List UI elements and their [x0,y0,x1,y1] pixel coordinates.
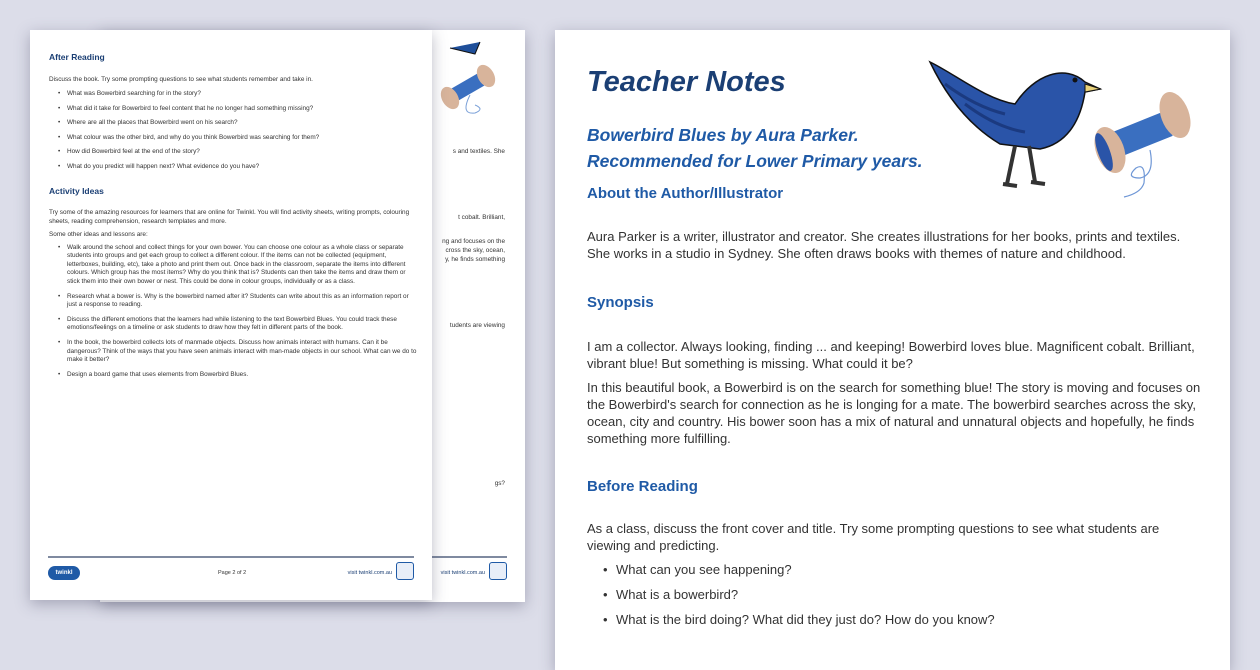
list-item: • What can you see happening? [603,561,995,578]
subtitle-recommendation: Recommended for Lower Primary years. [587,151,923,171]
fragment: cross the sky, ocean, [445,247,505,254]
twinkl-logo: twinkl [48,566,80,580]
after-reading-intro: Discuss the book. Try some prompting questions to see what students remember and take in. [49,76,313,83]
list-item: • What is a bowerbird? [603,586,995,603]
list-item: • Discuss the different emotions that the learners had while listening to the text Bowerbird Blues. You could track these emotions/feelings on a timeline or ask students to draw how they felt in different parts of the book. [67,316,419,333]
quality-badge-icon [396,562,414,580]
list-item: • Research what a bower is. Why is the bowerbird named after it? Students can write about this as an information report or just a response to reading. [67,293,419,310]
about-text: Aura Parker is a writer, illustrator and creator. She creates illustrations for her books, prints and textiles. She works in a studio in Sydney. She often draws books with themes of nature and childhood. [587,229,1181,261]
list-item: • How did Bowerbird feel at the end of the story? [67,148,419,157]
list-item: • What did it take for Bowerbird to feel content that he no longer had something missing? [67,105,419,114]
fragment: tudents are viewing [449,322,505,329]
list-item: • Design a board game that uses elements from Bowerbird Blues. [67,371,419,380]
synopsis-p1: I am a collector. Always looking, finding ... and keeping! Bowerbird loves blue. Magnificent cobalt. Brilliant, vibrant blue! But something is missing. What could it be? [587,339,1195,371]
subtitle [587,122,923,174]
list-item: • What colour was the other bird, and why do you think Bowerbird was searching for them? [67,134,419,143]
thread-spool-illustration-icon [1080,80,1210,200]
synopsis-heading: Synopsis [587,294,654,311]
page-1 [555,30,1230,670]
synopsis-p2: In this beautiful book, a Bowerbird is on the search for something blue! The story is moving and focuses on the Bowerbird's search for connection as he is longing for a mate. The bowerbird searches across the sky, ocean, city and country. His bower soon has a mix of natural and unnatural objects and hopefully, he finds something more fulfilling. [587,380,1201,446]
list-item: • Where are all the places that Bowerbird went on his search? [67,119,419,128]
page-number: Page 2 of 2 [218,570,247,576]
activity-intro-2: Some other ideas and lessons are: [49,230,148,238]
fragment: s and textiles. She [452,148,505,155]
fragment: t cobalt. Brilliant, [458,214,505,221]
visit-link[interactable]: visit twinkl.com.au [440,570,485,576]
list-item: • What do you predict will happen next? What evidence do you have? [67,163,419,172]
page-2 [30,30,432,600]
before-reading-heading: Before Reading [587,478,698,495]
before-reading-list [603,561,995,636]
after-reading-heading: After Reading [49,52,105,62]
before-reading-intro: As a class, discuss the front cover and title. Try some prompting questions to see what students are viewing and predicting. [587,521,1160,553]
list-item: • In the book, the bowerbird collects lots of manmade objects. Discuss how animals interact with humans. Can it be dangerous? Think of the ways that you have seen animals interact with man-made objects in our school. What can we do to make it better? [67,339,419,365]
about-heading: About the Author/Illustrator [587,185,784,202]
after-reading-list [67,90,419,172]
activity-intro: Try some of the amazing resources for learners that are online for Twinkl. You will find activity sheets, writing prompts, colouring sheets, reading comprehension, research templates and more. [49,208,410,225]
list-item: • What was Bowerbird searching for in the story? [67,90,419,99]
list-item: • What is the bird doing? What did they just do? How do you know? [603,611,995,628]
footer [48,556,414,576]
activity-ideas-heading: Activity Ideas [49,185,104,196]
list-item: • Walk around the school and collect things for your own bower. You can choose one colour as a whole class or separate students into groups and get each group to collect a different colour. If the items can not be collected (equipment, letterboxes, building, etc), take a photo and print them out. Once back in the classroom, separate the items into different colours. Which group has the most items? Why do you think that is? Students can then take the items and draw them or stick them into their own bower or nest. This could be done in colour groups, individually or as a class. [67,244,419,287]
fragment: y, he finds something [445,256,505,263]
spool-illustration [430,40,510,120]
activity-list [67,244,419,380]
visit-link[interactable]: visit twinkl.com.au [347,570,392,576]
subtitle-book: Bowerbird Blues by Aura Parker. [587,125,859,145]
quality-badge-icon [489,562,507,580]
fragment: gs? [494,480,505,487]
page-title: Teacher Notes [587,66,786,98]
fragment: ng and focuses on the [442,238,505,245]
